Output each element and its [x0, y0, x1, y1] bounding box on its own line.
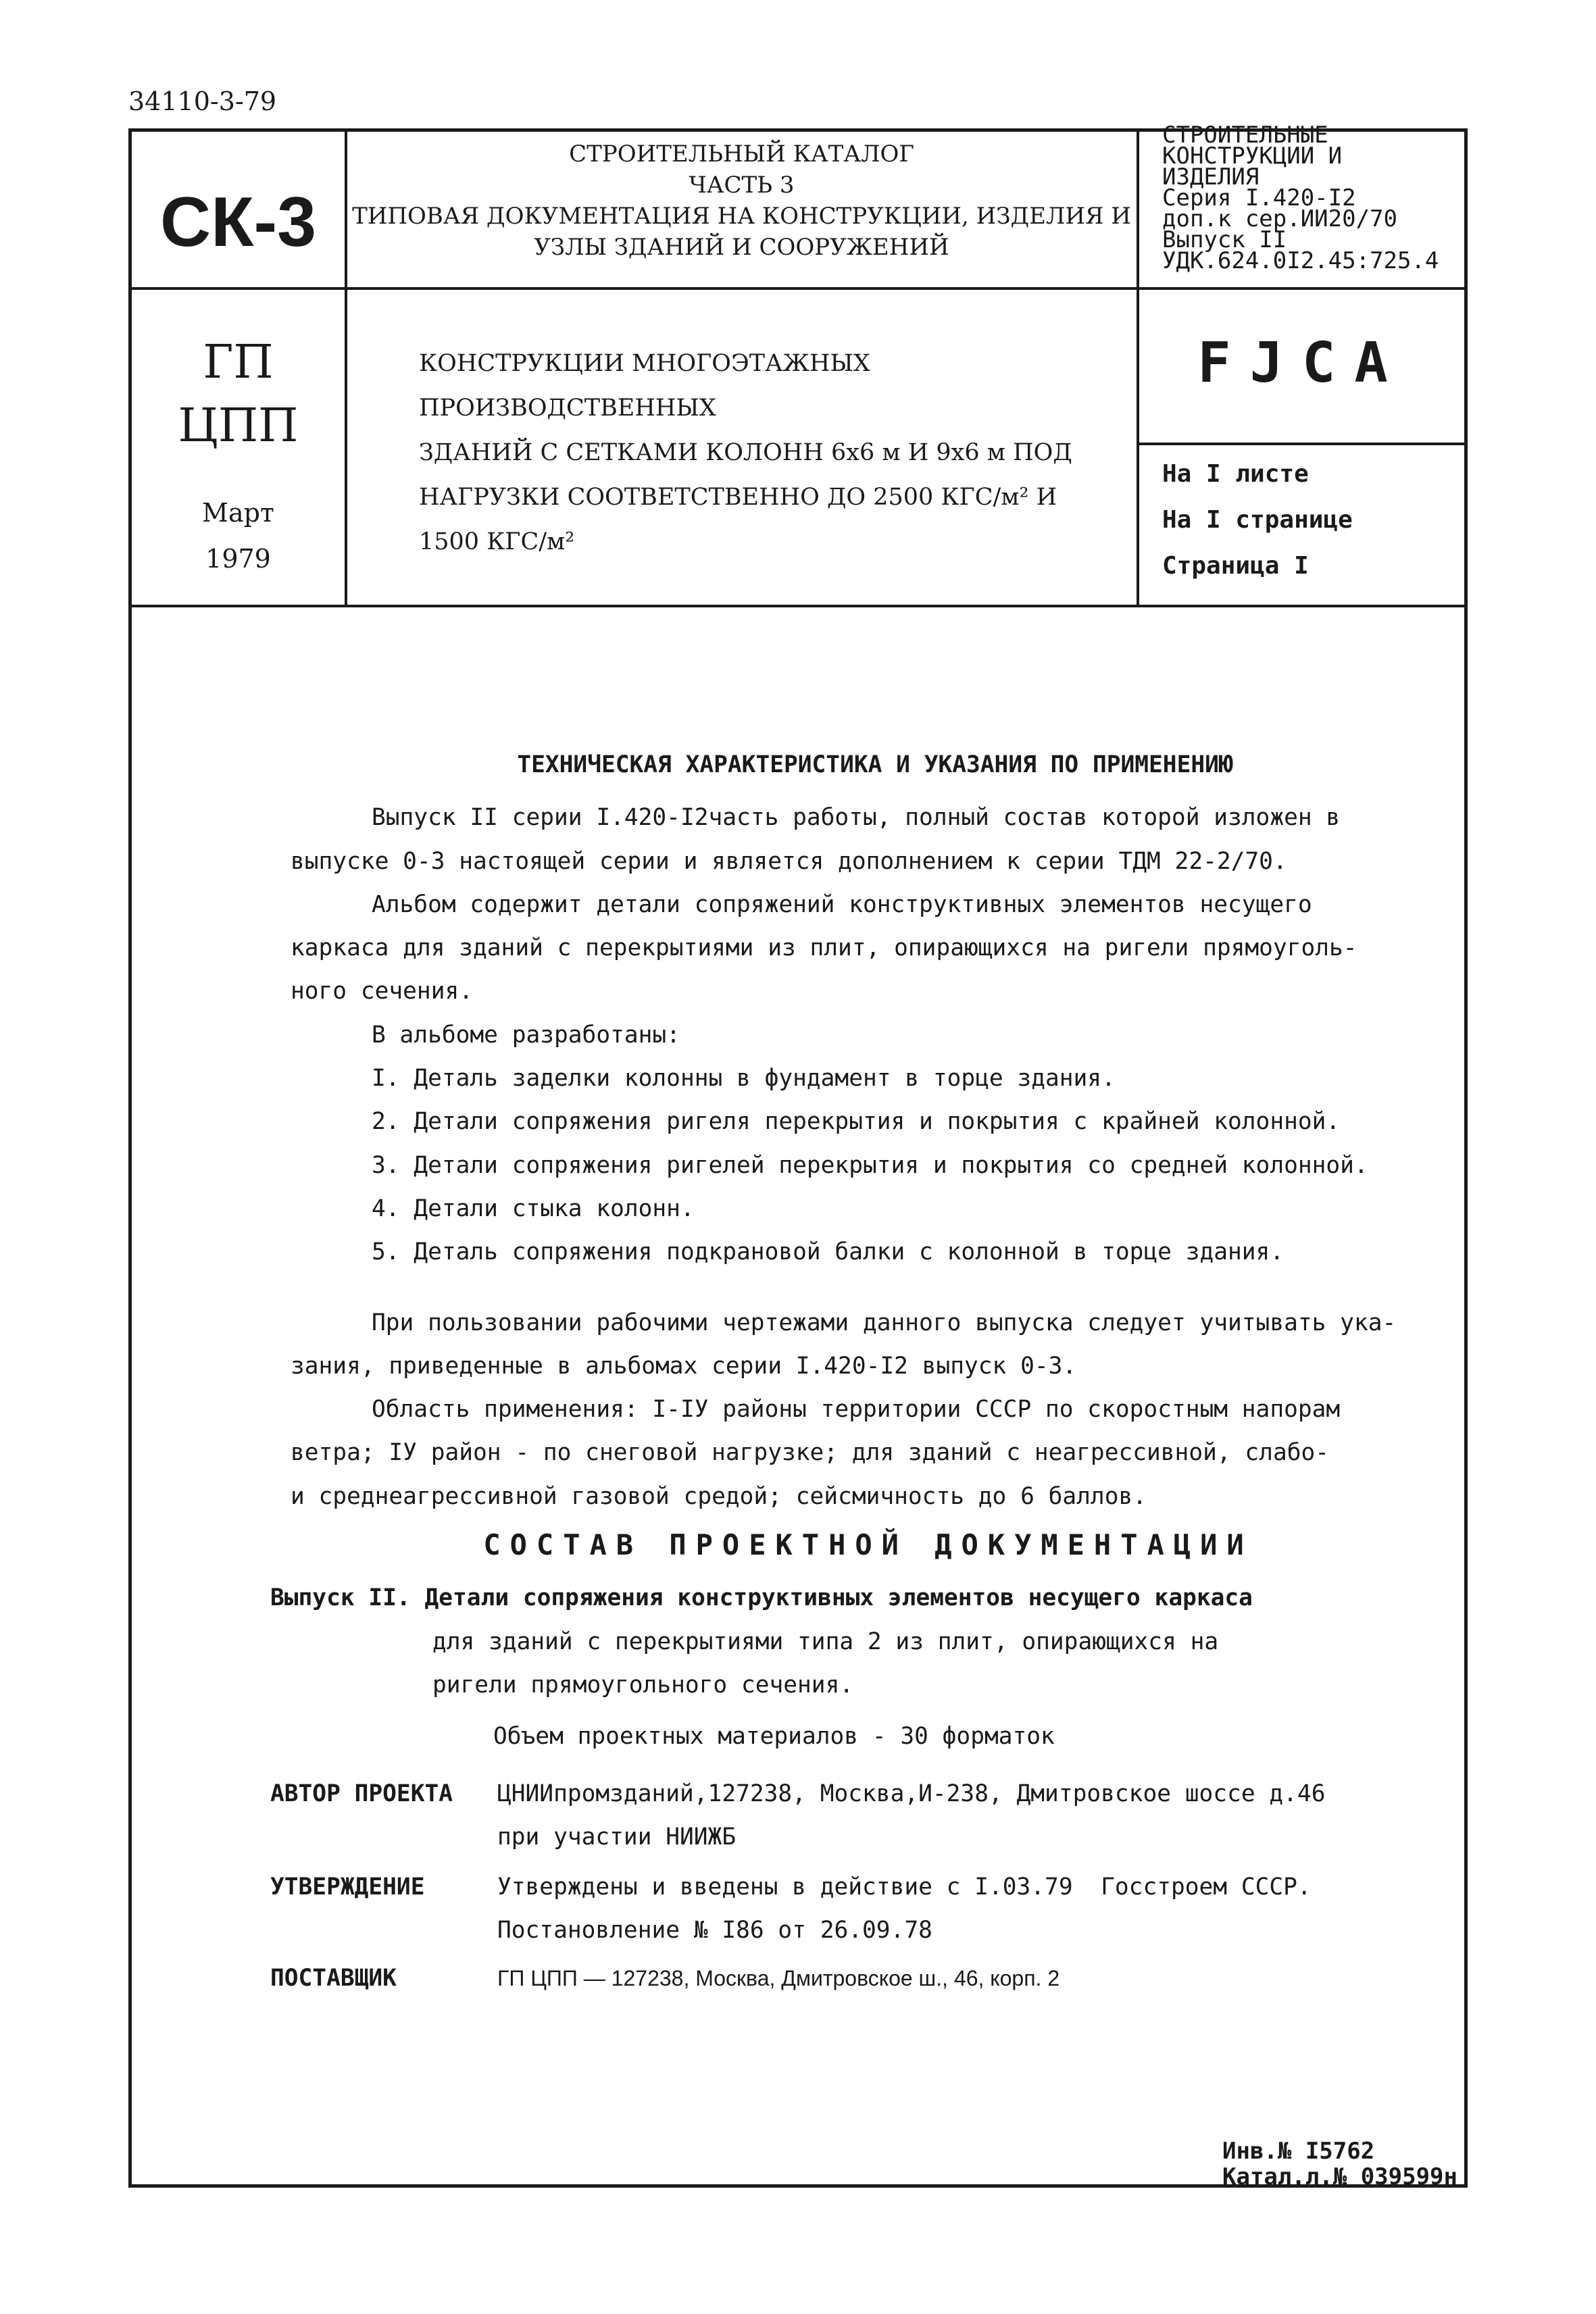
sheet-line: На I листе [1162, 460, 1309, 488]
sheet-line: Страница I [1162, 552, 1309, 580]
divider-header [132, 287, 1464, 290]
title-line: 1500 КГС/м² [419, 528, 575, 555]
issue-line: для зданий с перекрытиями типа 2 из плит, опирающихся на [432, 1628, 1219, 1655]
paragraph-line: Выпуск II серии I.420-I2часть работы, полный состав которой изложен в [372, 804, 1341, 832]
catalog-title [348, 139, 1135, 263]
series-line: Серия I.420-I2 [1162, 184, 1356, 211]
series-line: ИЗДЕЛИЯ [1162, 164, 1260, 191]
supplier-label: ПОСТАВЩИК [270, 1964, 397, 1992]
series-line: УДК.624.0I2.45:725.4 [1162, 247, 1439, 274]
approval-value: Постановление № I86 от 26.09.78 [497, 1917, 932, 1944]
sheet-line: На I странице [1162, 506, 1353, 534]
stamp-line: Катал.л.№ 039599н [1222, 2163, 1457, 2190]
title-line: ЗДАНИЙ С СЕТКАМИ КОЛОНН 6х6 м И 9х6 м ПОД [419, 439, 1072, 466]
date-month: Март [202, 498, 274, 528]
paragraph-line: ветра; IУ район - по снеговой нагрузке; для зданий с неагрессивной, слабо- [291, 1439, 1330, 1467]
issue-line: ригели прямоугольного сечения. [432, 1671, 854, 1699]
sheet-info [1162, 451, 1353, 589]
divider-code-sheet [1137, 443, 1464, 445]
author-value: при участии НИИЖБ [497, 1823, 737, 1851]
divider-left-column [345, 132, 347, 605]
issue-line: Выпуск II. Детали сопряжения конструктивных элементов несущего каркаса [270, 1584, 1253, 1612]
series-line: СТРОИТЕЛЬНЫЕ [1162, 122, 1328, 149]
paragraph-line: Область применения: I-IУ районы территории СССР по скоростным напорам [372, 1396, 1341, 1424]
paragraph-line: зания, приведенные в альбомах серии I.420-I2 выпуск 0-3. [291, 1352, 1077, 1380]
list-item: 5. Деталь сопряжения подкрановой балки с колонной в торце здания. [372, 1238, 1285, 1266]
list-intro: В альбоме разработаны: [372, 1021, 680, 1049]
publication-title [419, 341, 1149, 564]
list-item: 2. Детали сопряжения ригеля перекрытия и покрытия с крайней колонной. [372, 1108, 1341, 1136]
supplier-value: ГП ЦПП — 127238, Москва, Дмитровское ш., 46, корп. 2 [497, 1965, 1060, 1990]
org-line: ГП [203, 336, 274, 389]
org-line: ЦПП [178, 399, 299, 453]
catalog-code: СК-3 [159, 183, 317, 261]
catalog-line: СТРОИТЕЛЬНЫЙ КАТАЛОГ [569, 141, 914, 168]
approval-label: УТВЕРЖДЕНИЕ [270, 1873, 425, 1901]
catalog-line: УЗЛЫ ЗДАНИЙ И СООРУЖЕНИЙ [534, 234, 949, 261]
catalog-line: ТИПОВАЯ ДОКУМЕНТАЦИЯ НА КОНСТРУКЦИИ, ИЗДЕЛИЯ И [352, 203, 1131, 230]
document-code: FJCA [1197, 331, 1407, 395]
author-value: ЦНИИпромзданий,127238, Москва,И-238, Дмитровское шоссе д.46 [497, 1780, 1326, 1807]
date-year: 1979 [205, 544, 271, 574]
author-label: АВТОР ПРОЕКТА [270, 1780, 453, 1807]
series-line: доп.к сер.ИИ20/70 [1162, 205, 1397, 232]
paragraph-line: каркаса для зданий с перекрытиями из плит, опирающихся на ригели прямоуголь- [291, 934, 1357, 962]
paragraph-line: При пользовании рабочими чертежами данного выпуска следует учитывать ука- [372, 1309, 1397, 1336]
paragraph-line: и среднеагрессивной газовой средой; сейсмичность до 6 баллов. [291, 1482, 1147, 1510]
series-line: Выпуск II [1162, 226, 1287, 253]
list-item: I. Деталь заделки колонны в фундамент в торце здания. [372, 1065, 1116, 1092]
document-number: 34110-3-79 [128, 86, 277, 116]
paragraph-line: Альбом содержит детали сопряжений конструктивных элементов несущего [372, 890, 1312, 918]
section-heading: ТЕХНИЧЕСКАЯ ХАРАКТЕРИСТИКА И УКАЗАНИЯ ПО ПРИМЕНЕНИЮ [517, 751, 1233, 778]
catalog-line: ЧАСТЬ 3 [689, 172, 795, 199]
title-line: КОНСТРУКЦИИ МНОГОЭТАЖНЫХ ПРОИЗВОДСТВЕННЫХ [419, 350, 870, 422]
series-line: КОНСТРУКЦИИ И [1162, 143, 1343, 170]
approval-value: Утверждены и введены в действие с I.03.79 Госстроем СССР. [497, 1873, 1312, 1901]
list-item: 3. Детали сопряжения ригелей перекрытия и покрытия со средней колонной. [372, 1151, 1368, 1179]
paragraph-line: ного сечения. [291, 978, 474, 1005]
stamp-line: Инв.№ I5762 [1222, 2138, 1375, 2165]
document-body [270, 743, 1405, 2000]
volume-line: Объем проектных материалов - 30 форматок [493, 1723, 1055, 1751]
paragraph-line: выпуске 0-3 настоящей серии и является дополнением к серии ТДМ 22-2/70. [291, 847, 1287, 875]
series-info [1162, 122, 1460, 274]
title-line: НАГРУЗКИ СООТВЕТСТВЕННО ДО 2500 КГС/м² И [419, 484, 1057, 511]
divider-body [132, 605, 1464, 607]
publisher-org [132, 331, 345, 458]
list-item: 4. Детали стыка колонн. [372, 1194, 695, 1222]
inventory-stamp [1222, 2138, 1457, 2190]
publication-date [132, 490, 345, 582]
section-heading: СОСТАВ ПРОЕКТНОЙ ДОКУМЕНТАЦИИ [483, 1528, 1253, 1562]
